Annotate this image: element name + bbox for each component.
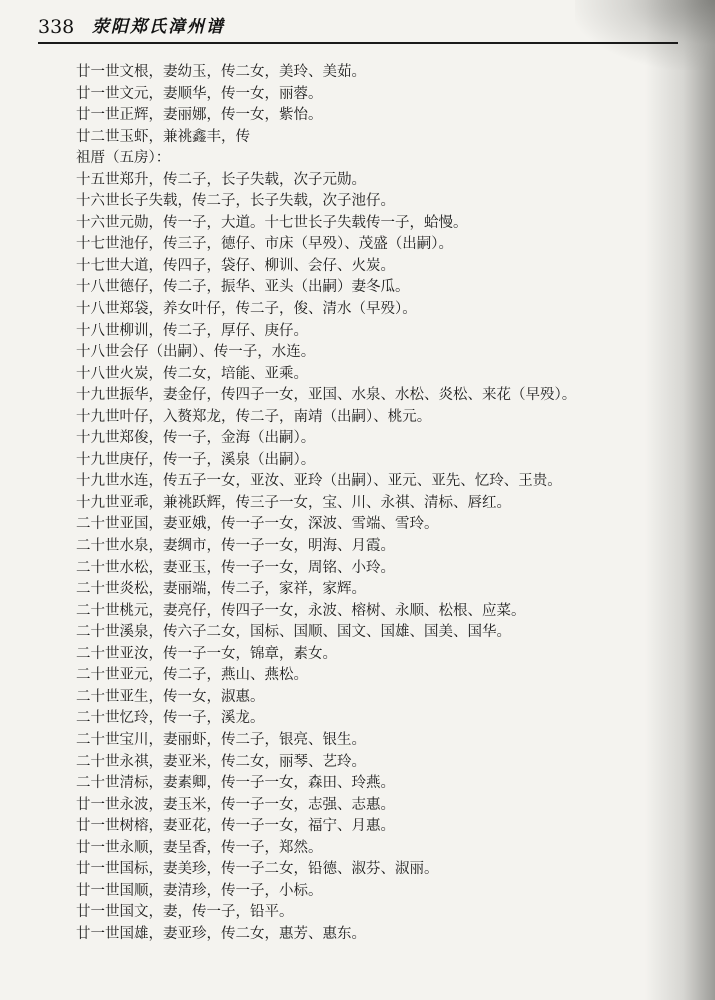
text-line: 廿一世文元，妻顺华，传一女，丽蓉。: [76, 85, 323, 102]
text-line: 二十世清标，妻素卿，传一子一女，森田、玲燕。: [76, 775, 395, 792]
text-line: 十九世水连，传五子一女，亚汝、亚玲（出嗣）、亚元、亚先、忆玲、王贵。: [76, 473, 562, 490]
header-rule: [38, 42, 678, 44]
text-line: 十九世郑俊，传一子，金海（出嗣）。: [76, 430, 316, 447]
text-line: 廿二世玉虾，兼祧鑫丰，传: [76, 128, 250, 145]
genealogy-text: [76, 62, 676, 945]
text-line: 十六世长子失载，传二子，长子失载，次子池仔。: [76, 193, 395, 210]
text-line: 廿一世永波，妻玉米，传一子一女，志强、志惠。: [76, 796, 395, 813]
text-line: 十九世庚仔，传一子，溪泉（出嗣）。: [76, 451, 316, 468]
text-line: 廿一世国文，妻，传一子，铅平。: [76, 904, 294, 921]
text-line: 二十世宝川，妻丽虾，传二子，银亮、银生。: [76, 731, 366, 748]
text-line: 二十世溪泉，传六子二女，国标、国顺、国文、国雄、国美、国华。: [76, 624, 511, 641]
text-line: 十八世德仔，传二子，振华、亚头（出嗣）妻冬瓜。: [76, 279, 410, 296]
text-line: 十八世郑袋，养女叶仔，传二子，俊、清水（早殁）。: [76, 301, 417, 318]
text-line: 十八世火炭，传二女，培能、亚乘。: [76, 365, 308, 382]
text-line: 二十世永祺，妻亚米，传二女，丽琴、艺玲。: [76, 753, 366, 770]
page-number: 338: [38, 16, 75, 38]
section-heading: 祖厝（五房）：: [76, 150, 171, 167]
text-line: 十九世叶仔，入赘郑龙，传二子，南靖（出嗣）、桃元。: [76, 408, 432, 425]
text-line: 二十世炎松，妻丽端，传二子，家祥，家辉。: [76, 581, 366, 598]
text-line: 廿一世正辉，妻丽娜，传一女，紫怡。: [76, 107, 323, 124]
text-line: 二十世亚元，传二子，燕山、燕松。: [76, 667, 308, 684]
text-line: 十八世柳训，传二子，厚仔、庚仔。: [76, 322, 308, 339]
text-line: 二十世亚生，传一女，淑惠。: [76, 688, 265, 705]
text-line: 二十世亚国，妻亚娥，传一子一女，深波、雪端、雪玲。: [76, 516, 439, 533]
text-line: 廿一世永顺，妻呈香，传一子，郑然。: [76, 839, 323, 856]
text-line: 十六世元勋，传一子，大道。十七世长子失载传一子，蛤慢。: [76, 214, 468, 231]
text-line: 廿一世国顺，妻清珍，传一子，小标。: [76, 882, 323, 899]
text-line: 廿一世国雄，妻亚珍，传二女，惠芳、惠东。: [76, 925, 366, 942]
text-line: 廿一世文根，妻幼玉，传二女，美玲、美茹。: [76, 64, 366, 80]
text-line: 二十世水松，妻亚玉，传一子一女，周铭、小玲。: [76, 559, 395, 576]
text-line: 十九世振华，妻金仔，传四子一女，亚国、水泉、水松、炎松、来花（早殁）。: [76, 387, 577, 404]
text-line: 十八世会仔（出嗣）、传一子，水连。: [76, 344, 316, 361]
running-title: 荥阳郑氏漳州谱: [92, 17, 225, 37]
text-line: 十七世大道，传四子，袋仔、柳训、会仔、火炭。: [76, 257, 395, 274]
text-line: 十五世郑升，传二子，长子失载，次子元勋。: [76, 171, 366, 188]
page-header: [38, 14, 678, 44]
text-line: 廿一世国标，妻美珍，传一子二女，铅德、淑芬、淑丽。: [76, 861, 439, 878]
text-line: 二十世水泉，妻绸市，传一子一女，明海、月霞。: [76, 538, 395, 555]
text-line: 廿一世树榕，妻亚花，传一子一女，福宁、月惠。: [76, 818, 395, 835]
text-line: 十七世池仔，传三子，德仔、市床（早殁）、茂盛（出嗣）。: [76, 236, 453, 253]
text-line: 二十世亚汝，传一子一女，锦章，素女。: [76, 645, 337, 662]
text-line: 十九世亚乖，兼祧跃辉，传三子一女，宝、川、永祺、清标、唇红。: [76, 494, 511, 511]
text-line: 二十世桃元，妻亮仔，传四子一女，永波、榕树、永顺、松根、应菜。: [76, 602, 526, 619]
text-line: 二十世忆玲，传一子，溪龙。: [76, 710, 265, 727]
